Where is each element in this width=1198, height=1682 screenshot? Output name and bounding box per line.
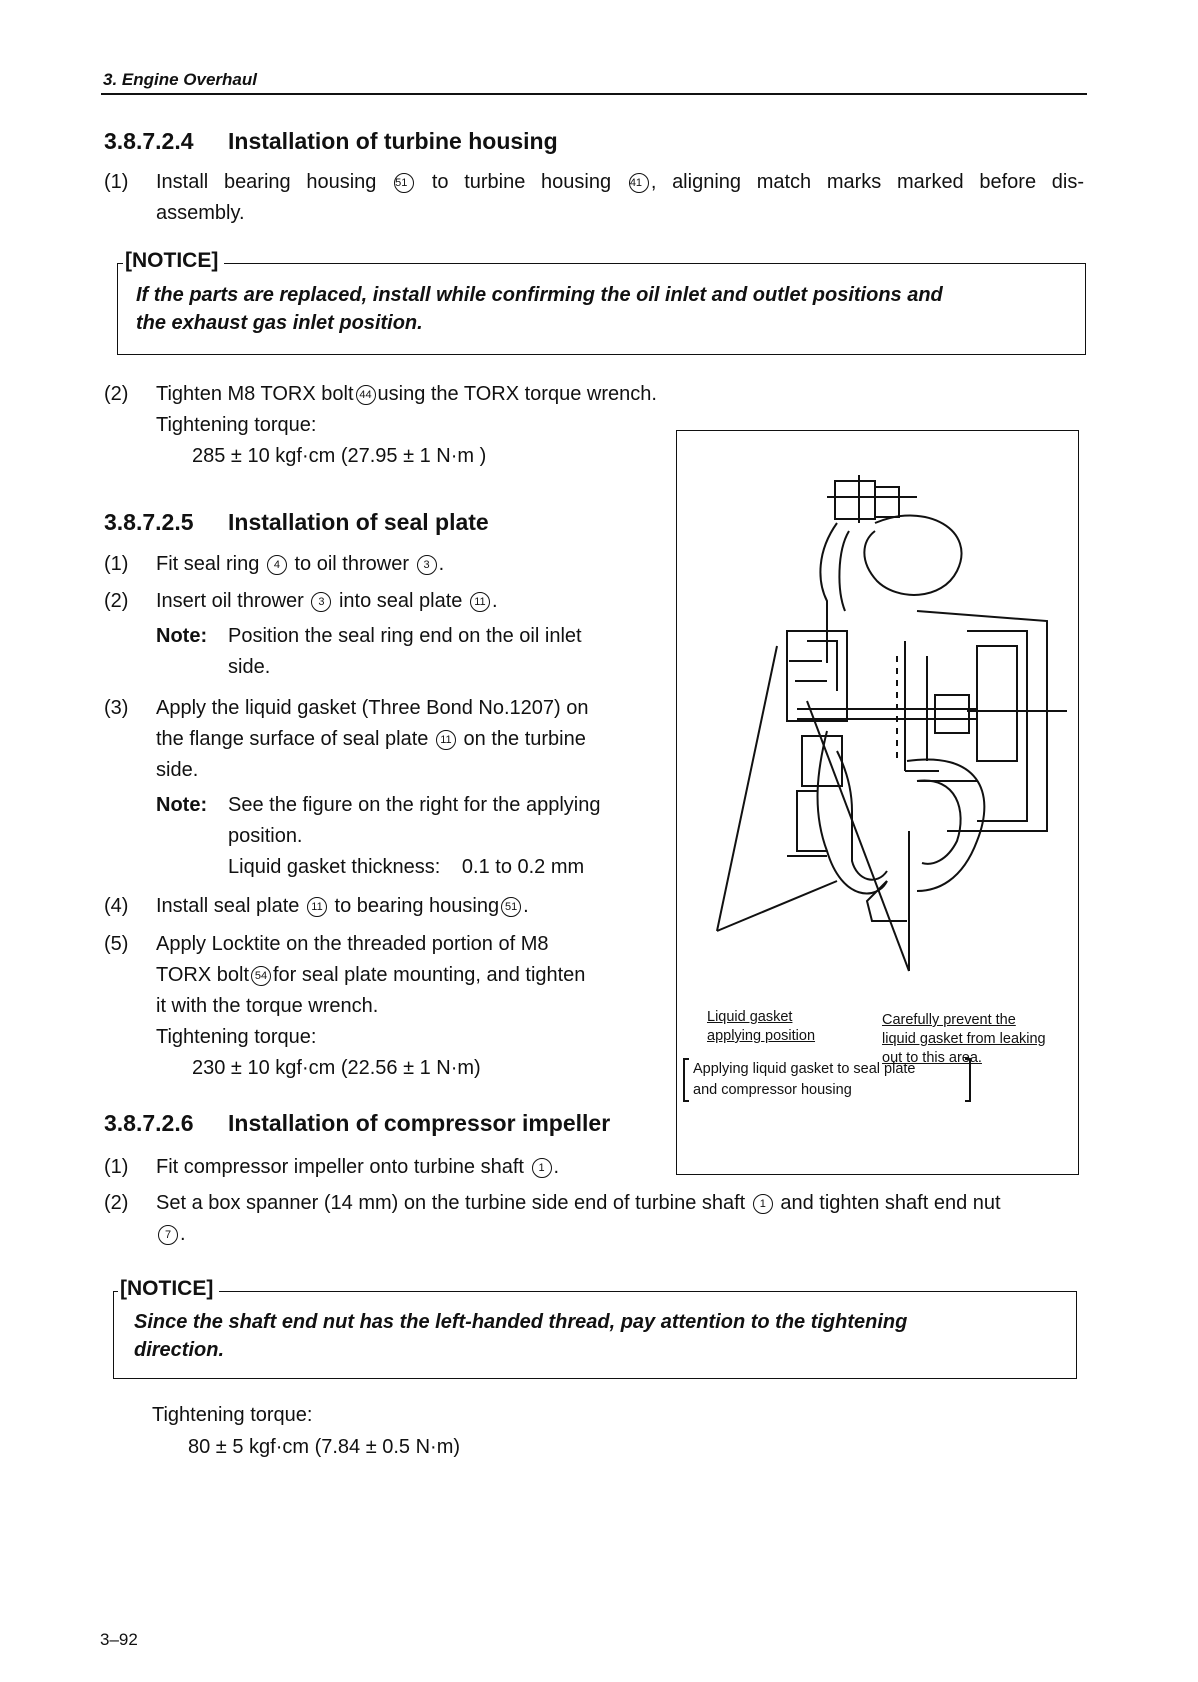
figure-label-line: liquid gasket from leaking [882, 1031, 1046, 1047]
part-number-marker: 11 [436, 730, 456, 750]
item-number: (1) [104, 1156, 129, 1178]
item-text: TORX bolt [156, 964, 249, 986]
list-item [104, 379, 657, 472]
notice-line: direction. [134, 1339, 225, 1361]
part-number-marker: 3 [417, 555, 437, 575]
notice-line: If the parts are replaced, install while confirming the oil inlet and outlet positions and [136, 284, 943, 306]
part-number-marker: 11 [307, 897, 327, 917]
note-text: Liquid gasket thickness: [228, 856, 441, 878]
section-number: 3.8.7.2.4 [104, 128, 194, 154]
item-text: for seal plate mounting, and tighten [273, 964, 586, 986]
list-item [104, 1188, 1084, 1250]
figure-caption-line: Applying liquid gasket to seal plate [693, 1061, 916, 1077]
figure-label-line: Carefully prevent the [882, 1012, 1016, 1028]
note-text: side. [228, 656, 271, 678]
figure-label-line: applying position [707, 1028, 816, 1044]
notice-line: the exhaust gas inlet position. [136, 312, 423, 334]
item-text: Set a box spanner (14 mm) on the turbine side end of turbine shaft [156, 1192, 746, 1214]
figure-caption-line: and compressor housing [693, 1082, 852, 1098]
torque-label: Tightening torque: [156, 1026, 317, 1048]
item-text: side. [156, 759, 199, 781]
item-number: (1) [104, 171, 129, 193]
item-number: (2) [104, 1192, 129, 1214]
item-text: and tighten shaft end nut [780, 1192, 1001, 1214]
item-text: Apply the liquid gasket (Three Bond No.1207) on [156, 697, 589, 719]
item-text: Install bearing housing [156, 171, 377, 193]
section-number: 3.8.7.2.5 [104, 509, 194, 535]
item-text: the flange surface of seal plate [156, 728, 429, 750]
item-text: to bearing housing [334, 895, 500, 917]
figure-caption [693, 1059, 915, 1101]
notice-text [136, 281, 943, 337]
note-text: See the figure on the right for the applying [228, 794, 601, 816]
item-text: Fit seal ring [156, 553, 260, 575]
item-text: Install seal plate [156, 895, 300, 917]
section-heading-compressor-impeller [104, 1110, 610, 1137]
note-label: Note: [156, 794, 208, 816]
item-number: (4) [104, 895, 129, 917]
torque-value: 230 ± 10 kgf·cm (22.56 ± 1 N·m) [192, 1057, 481, 1079]
torque-value: 80 ± 5 kgf·cm (7.84 ± 0.5 N·m) [188, 1436, 461, 1458]
part-number-marker: 44 [356, 385, 376, 405]
torque-label: Tightening torque: [156, 414, 317, 436]
figure-label-line: Liquid gasket [707, 1009, 793, 1025]
item-text: Apply Locktite on the threaded portion of M8 [156, 933, 549, 955]
part-number-marker: 51 [394, 173, 414, 193]
part-number-marker: 51 [501, 897, 521, 917]
item-number: (3) [104, 697, 129, 719]
list-item [104, 693, 644, 883]
item-text: , aligning match marks marked before dis- [650, 171, 1085, 193]
gasket-thickness-value: 0.1 to 0.2 mm [461, 856, 585, 878]
item-text: . [180, 1223, 186, 1245]
part-number-marker: 3 [311, 592, 331, 612]
item-text: . [438, 553, 445, 575]
item-text: Insert oil thrower [156, 590, 304, 612]
item-number: (1) [104, 553, 129, 575]
item-text: to turbine housing [431, 171, 612, 193]
note-label: Note: [156, 625, 208, 647]
notice-line: Since the shaft end nut has the left-handed thread, pay attention to the tightening [134, 1311, 908, 1333]
notice-text [134, 1308, 907, 1364]
note-text: position. [228, 825, 303, 847]
notice-title: [NOTICE] [118, 1277, 219, 1301]
part-number-marker: 11 [470, 592, 490, 612]
item-text: Fit compressor impeller onto turbine shaft [156, 1156, 524, 1178]
torque-value: 285 ± 10 kgf·cm (27.95 ± 1 N·m ) [192, 445, 487, 467]
part-number-marker: 1 [532, 1158, 552, 1178]
item-text: into seal plate [338, 590, 463, 612]
list-item [104, 586, 644, 683]
item-text: assembly. [156, 202, 245, 224]
part-number-marker: 41 [629, 173, 649, 193]
list-item [104, 1152, 559, 1183]
item-text: on the turbine [463, 728, 586, 750]
section-title: Installation of seal plate [228, 509, 489, 535]
section-title: Installation of compressor impeller [228, 1110, 611, 1136]
list-item [104, 549, 644, 580]
section-title: Installation of turbine housing [228, 128, 558, 154]
list-item [104, 929, 644, 1084]
item-text: to oil thrower [294, 553, 409, 575]
figure-label-line: out to this area. [882, 1050, 982, 1066]
page-number: 3–92 [100, 1630, 138, 1649]
item-number: (2) [104, 590, 129, 612]
item-number: (2) [104, 383, 129, 405]
running-header: 3. Engine Overhaul [103, 70, 257, 89]
item-number: (5) [104, 933, 129, 955]
header-rule [101, 93, 1087, 95]
item-text: using the TORX torque wrench. [377, 383, 657, 405]
section-heading-turbine-housing [104, 128, 558, 155]
note-text: Position the seal ring end on the oil inlet [228, 625, 582, 647]
part-number-marker: 54 [251, 966, 271, 986]
torque-label: Tightening torque: [152, 1404, 313, 1426]
figure-frame [676, 430, 1079, 1175]
item-text: . [523, 895, 529, 917]
item-text: Tighten M8 TORX bolt [156, 383, 354, 405]
item-text: . [553, 1156, 560, 1178]
list-item [104, 167, 1084, 229]
notice-title: [NOTICE] [123, 249, 224, 273]
section-number: 3.8.7.2.6 [104, 1110, 194, 1136]
item-text: . [491, 590, 498, 612]
part-number-marker: 7 [158, 1225, 178, 1245]
section-heading-seal-plate [104, 509, 489, 536]
figure-label-applying-position [707, 1008, 815, 1046]
item-text: it with the torque wrench. [156, 995, 379, 1017]
part-number-marker: 4 [267, 555, 287, 575]
list-item [104, 891, 644, 922]
part-number-marker: 1 [753, 1194, 773, 1214]
